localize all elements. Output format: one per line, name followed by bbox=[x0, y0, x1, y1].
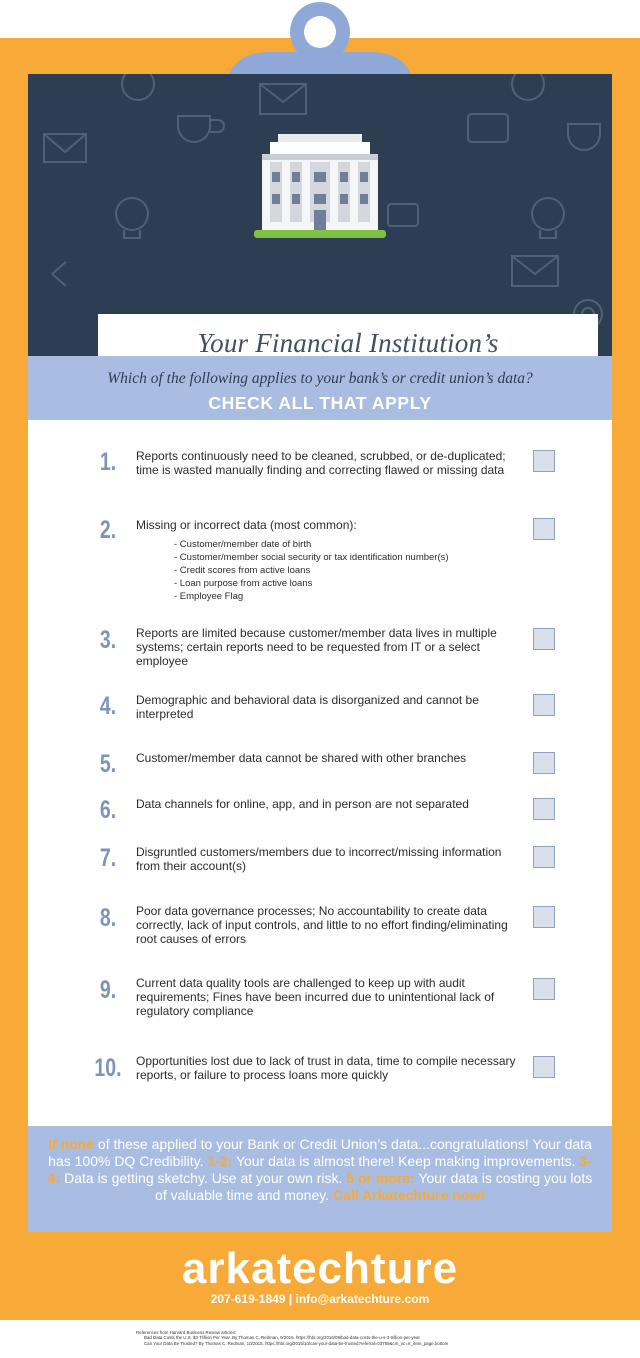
item-number: 4. bbox=[99, 692, 117, 720]
item-number: 9. bbox=[99, 976, 117, 1004]
item-text: Poor data governance processes; No accountability to create data correctly, lack of input controls, and little to no effort finding/eliminating root causes of errors bbox=[136, 904, 508, 946]
contact-info[interactable]: 207-619-1849 | info@arkatechture.com bbox=[210, 1292, 430, 1306]
item-number: 1. bbox=[99, 448, 117, 476]
reference-link[interactable]: Can Your Data Be Trusted? By Thomas C. Redman, 10/2015. https://hbr.org/2015/10/can-your-data-be-trusted?referral=03759&cm_vc=rr_item_page.bottom bbox=[144, 1340, 449, 1346]
item-text bbox=[136, 518, 520, 603]
sub-list-item: - Loan purpose from active loans bbox=[174, 578, 313, 589]
sub-list-item: - Employee Flag bbox=[174, 591, 244, 602]
title-card bbox=[98, 314, 598, 356]
item-number: 5. bbox=[99, 750, 117, 778]
instruction-text: CHECK ALL THAT APPLY bbox=[208, 393, 432, 413]
result-highlight: If none bbox=[48, 1136, 95, 1152]
item-number: 3. bbox=[99, 626, 117, 654]
sub-list-item: - Customer/member date of birth bbox=[174, 539, 312, 550]
item-number: 10. bbox=[94, 1054, 122, 1082]
hero-banner bbox=[28, 74, 612, 356]
item-text: Data channels for online, app, and in person are not separated bbox=[136, 797, 469, 811]
item-text: Reports continuously need to be cleaned, scrubbed, or de-duplicated; time is wasted manually finding and correcting flawed or missing data bbox=[136, 449, 506, 477]
checkbox[interactable] bbox=[533, 1056, 555, 1078]
item-text: Customer/member data cannot be shared with other branches bbox=[136, 751, 467, 765]
checkbox[interactable] bbox=[533, 450, 555, 472]
bank-building-icon bbox=[240, 132, 400, 244]
result-text: Your data is costing you lots of valuable time and money. bbox=[155, 1170, 593, 1203]
checkbox[interactable] bbox=[533, 518, 555, 540]
item-text: Current data quality tools are challenged to keep up with audit requirements; Fines have been incurred due to unintentional lack of regulatory compliance bbox=[136, 976, 495, 1018]
checkbox[interactable] bbox=[533, 906, 555, 928]
checklist bbox=[28, 420, 612, 1126]
item-text: Reports are limited because customer/member data lives in multiple systems; certain reports need to be requested from IT or a select employee bbox=[136, 626, 497, 668]
checkbox[interactable] bbox=[533, 978, 555, 1000]
question-text: Which of the following applies to your bank’s or credit union’s data? bbox=[107, 370, 533, 387]
sub-list-item: - Customer/member social security or tax identification number(s) bbox=[174, 552, 449, 563]
item-text-main: Missing or incorrect data (most common): bbox=[136, 518, 357, 532]
item-number: 7. bbox=[99, 844, 117, 872]
sub-list-item: - Credit scores from active loans bbox=[174, 565, 311, 576]
checkbox[interactable] bbox=[533, 752, 555, 774]
sub-list bbox=[174, 538, 520, 603]
reference-link[interactable]: Bad Data Costs the U.S. $3 Trillion Per Year. By Thomas C. Redman, 9/2016. https://hbr.org/2016/09/bad-data-costs-the-u-s-3-trillion-per-year bbox=[144, 1335, 420, 1341]
call-to-action: Call Arkatechture now! bbox=[332, 1187, 485, 1203]
checkbox[interactable] bbox=[533, 846, 555, 868]
result-text: Your data is almost there! Keep making improvements. bbox=[232, 1153, 580, 1169]
result-highlight: 3-4: bbox=[47, 1153, 592, 1186]
results-text bbox=[46, 1136, 594, 1204]
results-band bbox=[28, 1126, 612, 1232]
result-text: of these applied to your Bank or Credit Union’s data...congratulations! Your data has 100% DQ Credibility. bbox=[48, 1136, 592, 1169]
item-text: Disgruntled customers/members due to incorrect/missing information from their account(s) bbox=[136, 845, 502, 873]
result-text: Data is getting sketchy. Use at your own risk. bbox=[60, 1170, 347, 1186]
references-heading: References from Harvard Business Review articles: bbox=[136, 1330, 237, 1335]
result-highlight: 5 or more: bbox=[346, 1170, 415, 1186]
question-band bbox=[28, 356, 612, 420]
checkbox[interactable] bbox=[533, 628, 555, 650]
checkbox[interactable] bbox=[533, 694, 555, 716]
references bbox=[136, 1330, 616, 1346]
item-text: Opportunities lost due to lack of trust in data, time to compile necessary reports, or failure to process loans more quickly bbox=[136, 1054, 516, 1082]
item-text: Demographic and behavioral data is disorganized and cannot be interpreted bbox=[136, 693, 479, 721]
checkbox[interactable] bbox=[533, 798, 555, 820]
item-number: 6. bbox=[99, 796, 117, 824]
item-number: 2. bbox=[99, 516, 117, 544]
title-subheading: Your Financial Institution’s bbox=[197, 328, 499, 356]
brand-logo: arkatechture bbox=[181, 1244, 459, 1293]
result-highlight: 1-2: bbox=[207, 1153, 233, 1169]
item-number: 8. bbox=[99, 904, 117, 932]
